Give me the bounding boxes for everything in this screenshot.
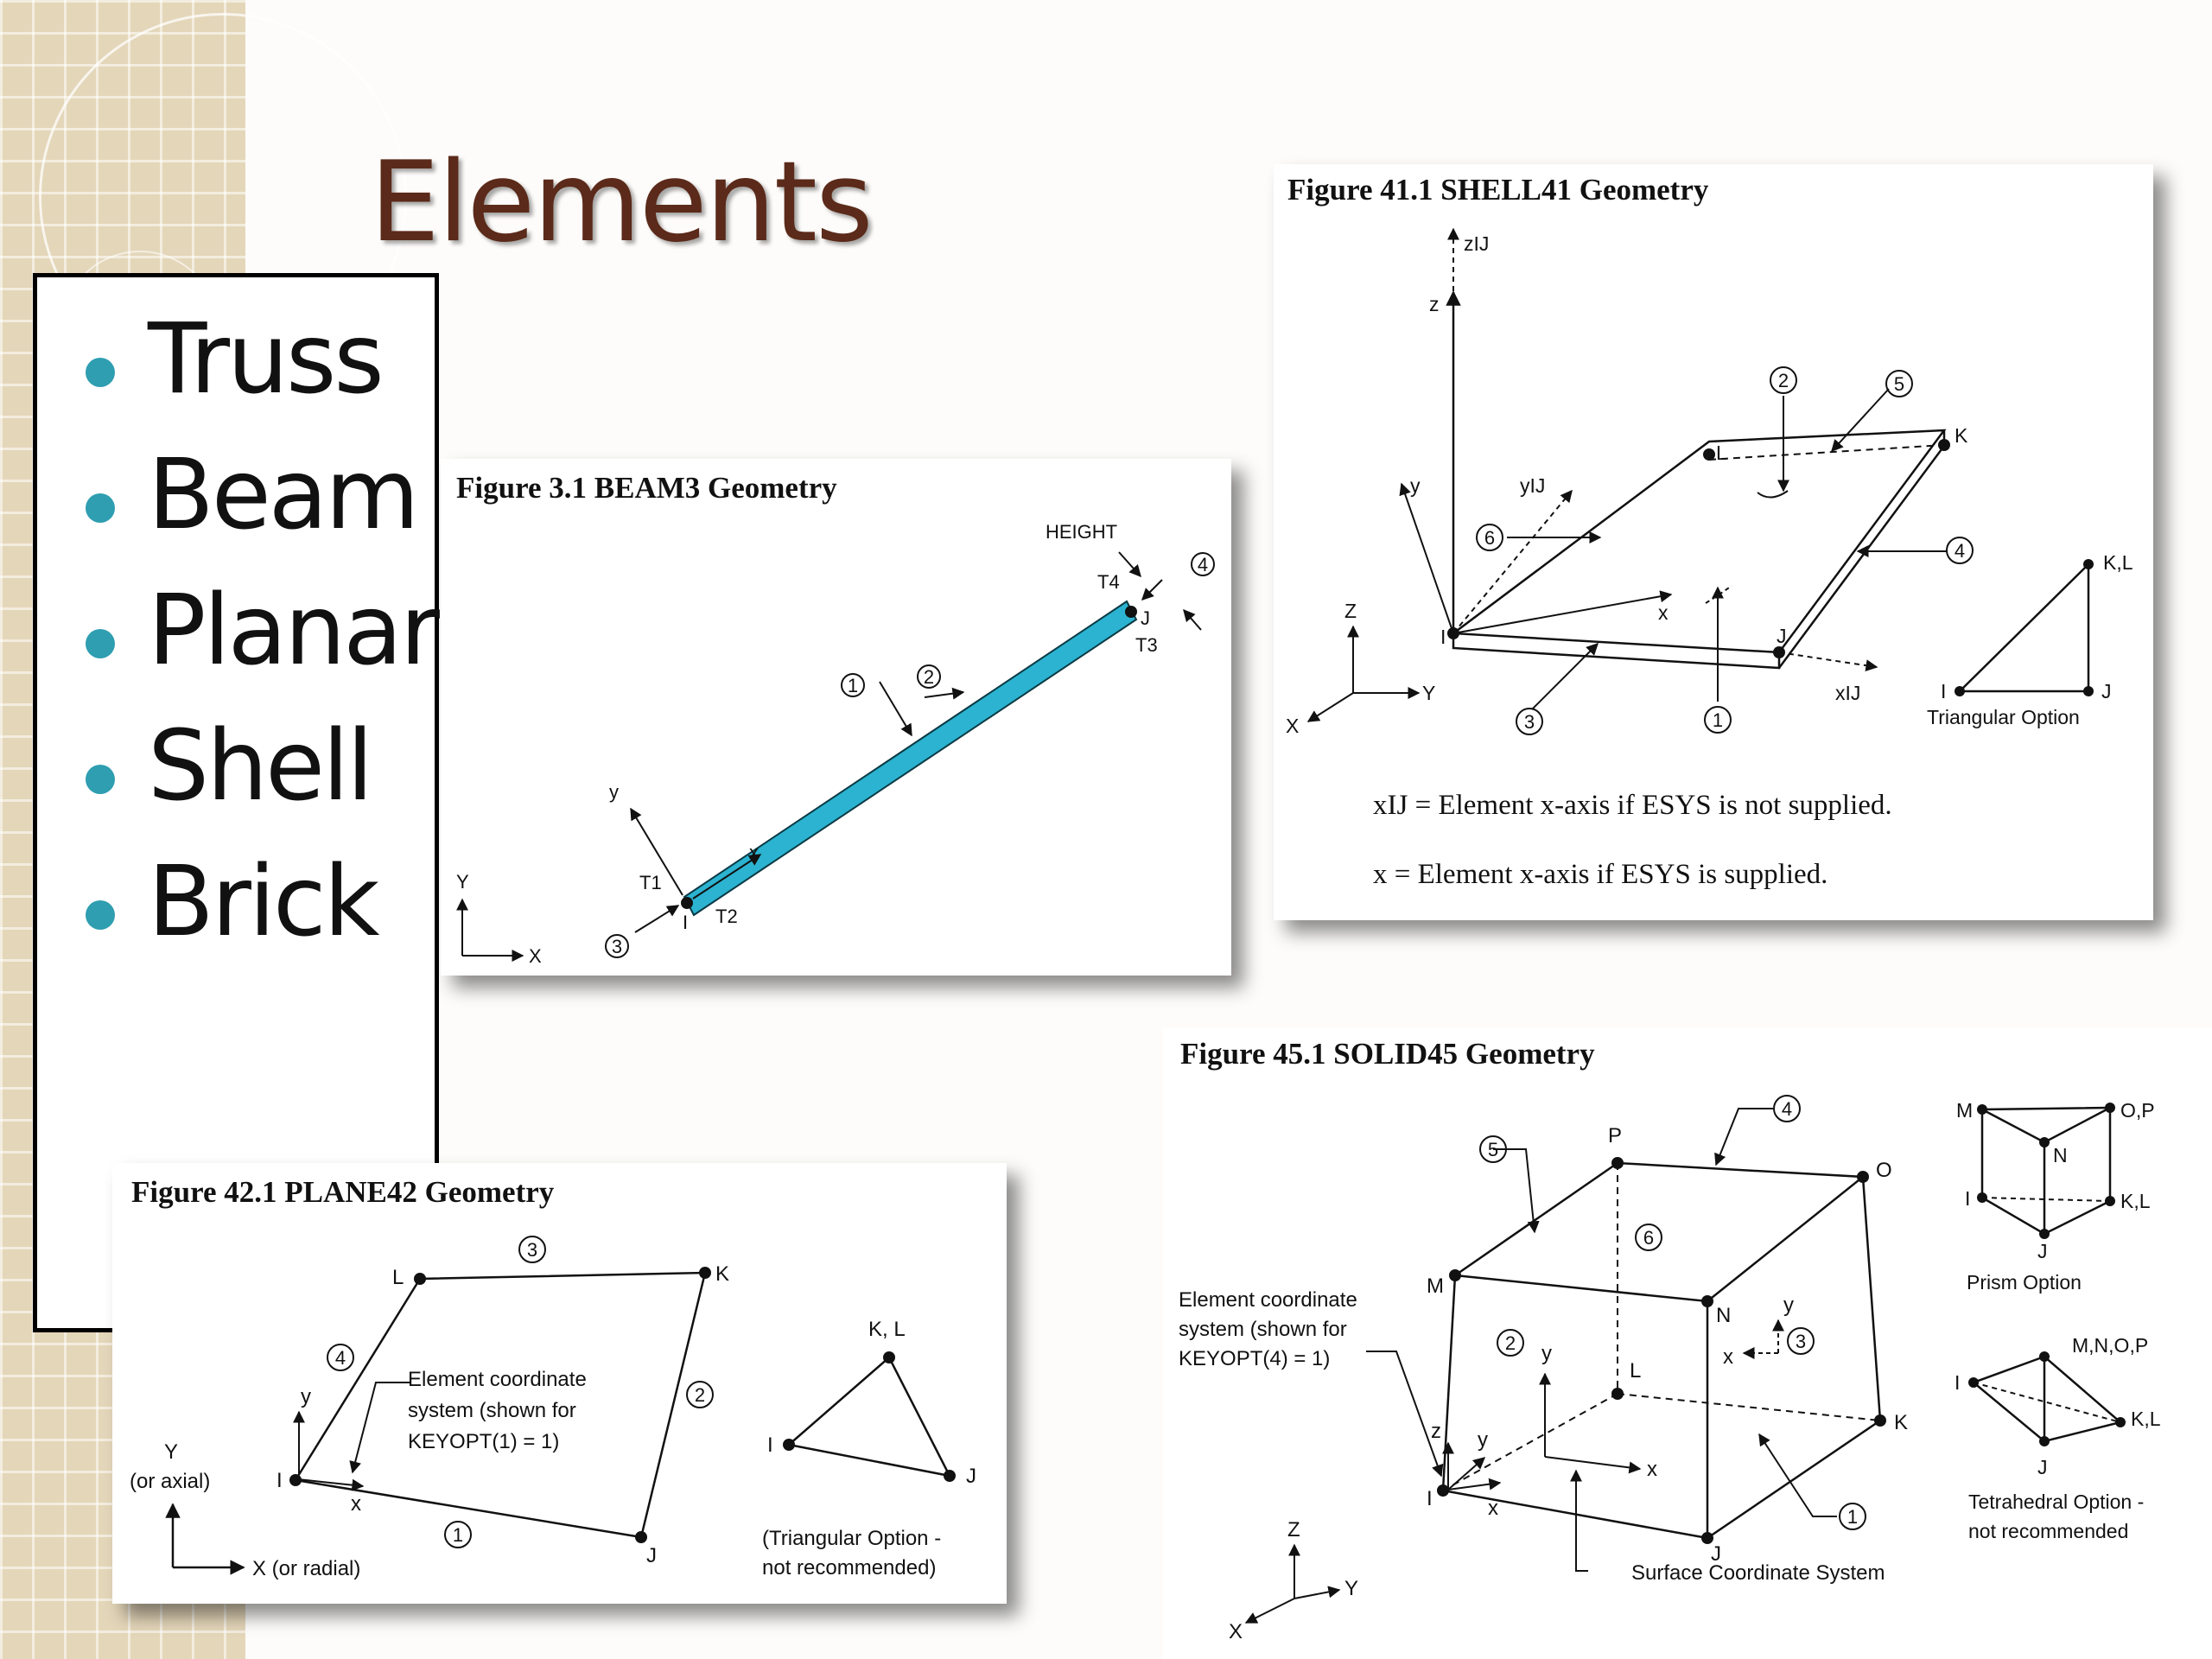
beam3-diagram: [441, 459, 1231, 976]
x-label: x: [749, 842, 759, 863]
axis-y-label: Y: [456, 871, 469, 893]
bullet-text: Shell: [148, 710, 372, 823]
prism-node-i: [1977, 1192, 1987, 1203]
tri-kl-label: K, L: [868, 1318, 906, 1341]
elem-z-label: z: [1431, 1420, 1441, 1443]
circle-3-label: 3: [1795, 1331, 1807, 1352]
tri-i-label: I: [1941, 680, 1947, 702]
coord-note-leader: [1366, 1351, 1441, 1476]
tri-kl-label: K,L: [2103, 551, 2133, 574]
bullet-dot: [86, 493, 115, 523]
k-label: K: [1955, 424, 1968, 447]
tet-i-label: I: [1955, 1371, 1961, 1394]
surface-leader: [1576, 1471, 1588, 1571]
global-x-axis: [1246, 1599, 1294, 1623]
circle-4-label: 4: [1781, 1098, 1793, 1120]
solid45-diagram: [1163, 1028, 2212, 1659]
circle-2-label: 2: [923, 666, 935, 688]
t4-label: T4: [1097, 571, 1120, 593]
pressure-arrow-1: [880, 682, 912, 735]
elem-y-label: y: [1478, 1428, 1488, 1452]
coord-note-3: KEYOPT(4) = 1): [1179, 1347, 1331, 1370]
tet-mnop-label: M,N,O,P: [2072, 1334, 2149, 1357]
circle-3-label: 3: [611, 936, 623, 957]
coord-note-1: Element coordinate: [1179, 1288, 1357, 1312]
global-z-label: Z: [1344, 600, 1357, 622]
surf-x-label: x: [1647, 1458, 1657, 1481]
node-k: [699, 1267, 711, 1279]
prism-kl-label: K,L: [2120, 1190, 2151, 1212]
node-i: [681, 897, 693, 909]
coord-note-2: system (shown for: [1179, 1318, 1347, 1341]
tet-node-i: [1968, 1377, 1979, 1388]
global-x-axis: [1308, 693, 1353, 721]
node-j: [635, 1531, 647, 1543]
face3-y-label: y: [1783, 1294, 1794, 1317]
height-arrow-bot: [1184, 610, 1201, 630]
coord-note-2: system (shown for: [408, 1399, 576, 1422]
global-x-label: X: [1229, 1620, 1243, 1643]
bullet-text: Truss: [148, 303, 382, 416]
figure-caption: Figure 42.1 PLANE42 Geometry: [131, 1175, 555, 1209]
o-label: O: [1876, 1159, 1892, 1182]
circle-2-label: 2: [694, 1384, 706, 1406]
z-label: z: [1429, 293, 1440, 315]
coord-note-leader: [353, 1382, 410, 1472]
page-title: Elements: [370, 138, 872, 267]
bullet-text: Beam: [148, 439, 417, 551]
tet-kl-label: K,L: [2131, 1408, 2161, 1430]
edge-o-k: [1863, 1177, 1880, 1421]
plane42-diagram: [112, 1163, 1007, 1604]
tet-node-j: [2039, 1436, 2050, 1446]
node-o: [1857, 1171, 1869, 1183]
prism-caption: Prism Option: [1967, 1271, 2082, 1294]
circle-5-label: 5: [1487, 1139, 1499, 1160]
circle-4-label: 4: [1197, 554, 1209, 575]
hidden-l-i: [1443, 1394, 1618, 1491]
axis-x-label: X: [529, 945, 542, 967]
l-label: L: [1716, 442, 1727, 464]
pressure-arrow-3: [635, 906, 678, 932]
node-l: [414, 1273, 426, 1285]
j-label: J: [1711, 1542, 1721, 1566]
shell-top-face: [1453, 430, 1944, 652]
brick-top: [1455, 1163, 1863, 1301]
figure-caption: Figure 45.1 SOLID45 Geometry: [1180, 1037, 1595, 1071]
tri-node-kl: [883, 1351, 895, 1363]
t3-label: T3: [1135, 634, 1158, 656]
tri-j-label: J: [966, 1465, 976, 1488]
tri-node-kl: [2083, 559, 2094, 569]
global-y-label: Y: [1422, 682, 1436, 704]
prism-node-j: [2039, 1229, 2050, 1239]
prism-op-label: O,P: [2120, 1099, 2155, 1122]
prism-j-label: J: [2037, 1240, 2048, 1262]
node-k: [1874, 1414, 1886, 1427]
prism-top: [1982, 1108, 2110, 1142]
circle-1-label: 1: [847, 675, 859, 696]
prism-hidden: [1982, 1198, 2110, 1201]
hidden-l-k: [1618, 1394, 1880, 1421]
tet-caption-2: not recommended: [1968, 1520, 2129, 1542]
coord-note-1: Element coordinate: [408, 1368, 587, 1391]
beam-body: [684, 601, 1136, 915]
circle-4-label: 4: [334, 1347, 346, 1369]
shell-note-2: x = Element x-axis if ESYS is supplied.: [1373, 859, 1828, 890]
tet-j-label: J: [2037, 1456, 2048, 1478]
triangular-option: [1960, 564, 2088, 691]
node-k: [1938, 439, 1950, 451]
n-label: N: [1716, 1304, 1732, 1327]
xij-label: xIJ: [1835, 682, 1861, 704]
circle-1-label: 1: [452, 1524, 464, 1546]
m-label: M: [1427, 1274, 1444, 1298]
y-label: y: [301, 1385, 311, 1408]
prism-bottom: [1982, 1198, 2110, 1234]
circle-1-label: 1: [1712, 709, 1724, 731]
node-n: [1701, 1295, 1713, 1307]
x-label: x: [1658, 601, 1669, 624]
prism-node-m: [1977, 1104, 1987, 1115]
tri-note-1: (Triangular Option -: [762, 1527, 942, 1550]
j-label: J: [1141, 607, 1150, 629]
node-i: [1437, 1484, 1449, 1497]
l-label: L: [392, 1266, 404, 1289]
tri-node-j: [944, 1470, 956, 1482]
prism-node-n: [2039, 1137, 2050, 1147]
leader-5: [1493, 1149, 1535, 1232]
j-label: J: [1777, 625, 1787, 647]
y-axis: [1402, 484, 1453, 633]
bullet-text: Planar: [148, 575, 437, 687]
l-label: L: [1630, 1359, 1642, 1382]
node-m: [1449, 1269, 1461, 1281]
height-arrow-top: [1119, 552, 1141, 576]
global-z-label: Z: [1287, 1518, 1300, 1541]
xij-axis: [1779, 652, 1877, 667]
tri-j-label: J: [2101, 680, 2112, 702]
figure-plane42: [112, 1163, 1007, 1604]
shell41-diagram: [1274, 164, 2153, 920]
figure-caption: Figure 41.1 SHELL41 Geometry: [1287, 173, 1709, 207]
face3-x-label: x: [1723, 1345, 1733, 1369]
i-label: I: [1440, 626, 1446, 648]
global-y-axis: [1294, 1590, 1339, 1599]
i-label: I: [1427, 1487, 1433, 1510]
node-j: [1125, 606, 1137, 618]
p-label: P: [1608, 1124, 1623, 1147]
tri-node-j: [2083, 686, 2094, 696]
leader-4: [1716, 1109, 1773, 1165]
coord-note-3: KEYOPT(1) = 1): [408, 1430, 560, 1453]
surface-label: Surface Coordinate System: [1631, 1561, 1885, 1585]
circle-5-label: 5: [1893, 373, 1905, 395]
prism-n-label: N: [2053, 1144, 2068, 1166]
figure-beam3: [441, 459, 1231, 976]
y-label: y: [609, 781, 619, 803]
bullet-dot: [86, 765, 115, 794]
figure-caption: Figure 3.1 BEAM3 Geometry: [456, 471, 837, 505]
axis-y-label: Y: [164, 1440, 179, 1464]
i-label: I: [276, 1469, 283, 1492]
tri-note-2: not recommended): [762, 1556, 937, 1580]
pressure-arrow-2: [925, 692, 963, 697]
yij-label: yIJ: [1520, 474, 1546, 497]
figure-shell41: [1274, 164, 2153, 920]
zij-label: zIJ: [1464, 232, 1490, 255]
circle-1-label: 1: [1847, 1506, 1859, 1528]
k-label: K: [1894, 1411, 1909, 1434]
k-label: K: [715, 1262, 730, 1286]
tet-caption-1: Tetrahedral Option -: [1968, 1491, 2145, 1513]
bullet-dot: [86, 900, 115, 930]
prism-node-kl: [2105, 1196, 2115, 1206]
global-x-label: X: [1286, 715, 1300, 737]
prism-node-op: [2105, 1103, 2115, 1113]
bullet-text: Brick: [148, 846, 378, 958]
circle-2-label: 2: [1504, 1332, 1516, 1354]
t1-label: T1: [639, 872, 662, 893]
y-label: y: [1410, 474, 1421, 497]
tet-outline: [1974, 1357, 2120, 1441]
surf-y-label: y: [1541, 1342, 1552, 1365]
surf-x-arrow: [1545, 1457, 1640, 1469]
node-p: [1611, 1157, 1624, 1169]
i-label: I: [683, 912, 689, 933]
figure-solid45: [1163, 1028, 2212, 1659]
circle-4-label: 4: [1954, 540, 1966, 562]
prism-i-label: I: [1965, 1187, 1971, 1210]
circle-3-label: 3: [1523, 711, 1535, 733]
triangular-option: [789, 1357, 950, 1476]
circle-6-label: 6: [1484, 527, 1496, 549]
x-label: x: [351, 1492, 361, 1516]
tri-caption: Triangular Option: [1927, 706, 2080, 728]
tet-node-kl: [2115, 1417, 2126, 1427]
circle-2-label: 2: [1777, 370, 1789, 391]
tri-node-i: [783, 1439, 795, 1451]
elem-x-label: x: [1488, 1497, 1498, 1520]
circle-3-label: 3: [526, 1239, 538, 1261]
axis-x-label: X (or radial): [252, 1557, 361, 1580]
tet-node-mnop: [2039, 1351, 2050, 1362]
node-l: [1611, 1388, 1624, 1400]
global-y-label: Y: [1344, 1577, 1359, 1600]
bullet-dot: [86, 629, 115, 658]
t2-label: T2: [715, 906, 738, 927]
tri-i-label: I: [767, 1433, 773, 1457]
tri-node-i: [1955, 686, 1965, 696]
shell-note-1: xIJ = Element x-axis if ESYS is not supplied.: [1373, 790, 1892, 821]
bullet-dot: [86, 358, 115, 387]
circle-6-label: 6: [1643, 1227, 1655, 1249]
prism-m-label: M: [1956, 1099, 1974, 1122]
axis-y-sub-label: (or axial): [130, 1470, 211, 1493]
j-label: J: [646, 1544, 657, 1567]
height-label: HEIGHT: [1046, 521, 1118, 543]
pressure-arrow-4: [1142, 580, 1162, 600]
node-l: [1703, 448, 1715, 461]
